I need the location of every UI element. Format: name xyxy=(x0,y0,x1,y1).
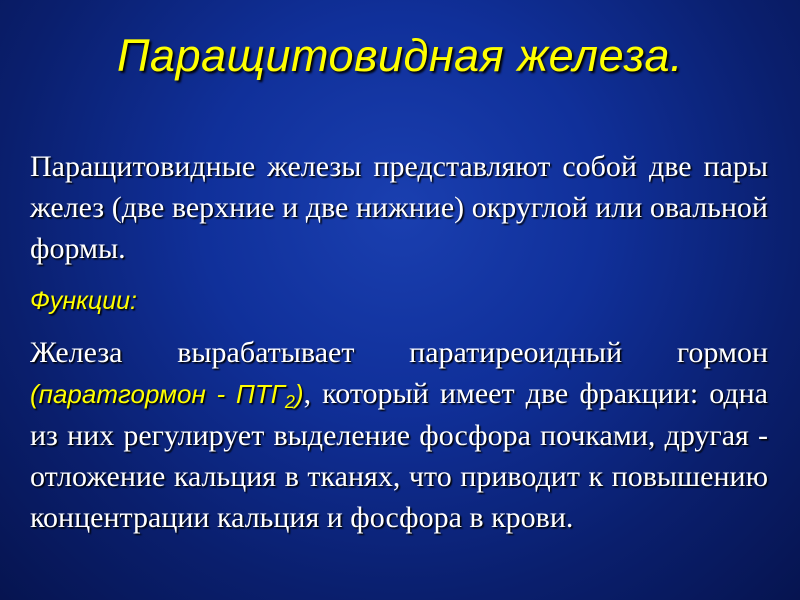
functions-text-end: , который имеет две фракции: одна из них регулирует выделение фосфора почками, другая - отложение кальция в тканях, что приводит к повышению концентрации кальция и фосфора в крови. xyxy=(30,377,768,534)
functions-paragraph xyxy=(30,332,768,538)
slide-title: Паращитовидная железа. xyxy=(116,30,684,81)
hormone-close-paren: ) xyxy=(294,379,304,409)
hormone-highlight xyxy=(30,379,304,412)
functions-text-start: Железа вырабатывает паратиреоидный гормон xyxy=(30,336,768,369)
slide-body xyxy=(30,146,768,538)
description-paragraph: Паращитовидные железы представляют собой две пары желез (две верхние и две нижние) округлой или овальной формы. xyxy=(30,150,768,265)
hormone-name: (паратгормон - ПТГ xyxy=(30,379,285,409)
hormone-subscript: 2 xyxy=(284,392,295,412)
functions-heading: Функции: xyxy=(30,287,137,315)
